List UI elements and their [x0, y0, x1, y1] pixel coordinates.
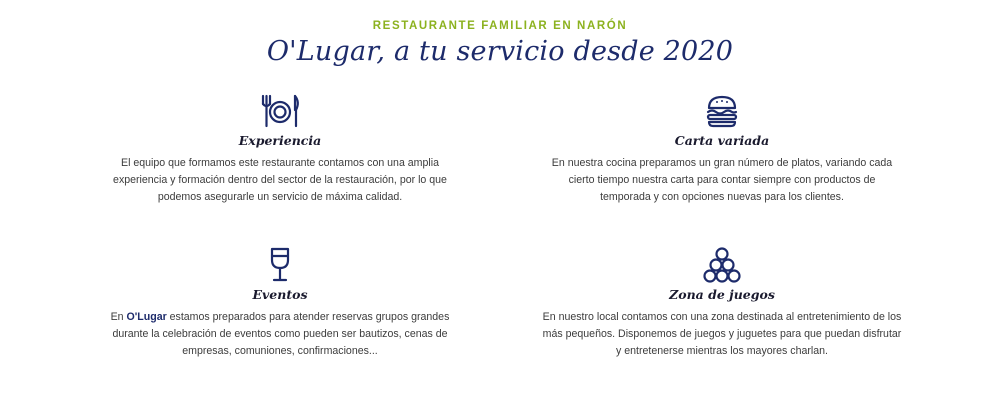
- wine-glass-icon: [60, 246, 500, 284]
- feature-title: Zona de juegos: [669, 287, 775, 302]
- fork-plate-knife-icon: [60, 92, 500, 130]
- section-title: O'Lugar, a tu servicio desde 2020: [266, 36, 734, 67]
- feature-title: Experiencia: [238, 133, 322, 148]
- feature-title: Carta variada: [674, 133, 770, 148]
- brand-name: O'Lugar: [126, 311, 167, 323]
- feature-description: El equipo que formamos este restaurante contamos con una amplia experiencia y formación dentro del sector de la restauración, por lo que podemos asegurarle un servicio de máxima calidad.: [113, 157, 447, 203]
- burger-icon: [502, 92, 942, 130]
- feature-description: En nuestro local contamos con una zona destinada al entretenimiento de los más pequeños. Disponemos de juegos y juguetes para que puedan disfrutar y entretenerse mientras los mayores charlan.: [542, 311, 902, 357]
- feature-experiencia: [60, 92, 500, 206]
- feature-zona-de-juegos: [502, 246, 942, 360]
- feature-title: Eventos: [252, 287, 308, 302]
- feature-carta-variada: [502, 92, 942, 206]
- feature-eventos: [60, 246, 500, 360]
- feature-description: En O'Lugar estamos preparados para atender reservas grupos grandes durante la celebración de eventos como pueden ser bautizos, cenas de empresas, comuniones, confirmaciones...: [110, 311, 450, 357]
- section-eyebrow: RESTAURANTE FAMILIAR EN NARÓN: [372, 20, 628, 32]
- feature-description: En nuestra cocina preparamos un gran número de platos, variando cada cierto tiempo nuestra carta para contar siempre con productos de temporada y con opciones nuevas para los clientes.: [551, 157, 893, 203]
- balls-pyramid-icon: [502, 246, 942, 284]
